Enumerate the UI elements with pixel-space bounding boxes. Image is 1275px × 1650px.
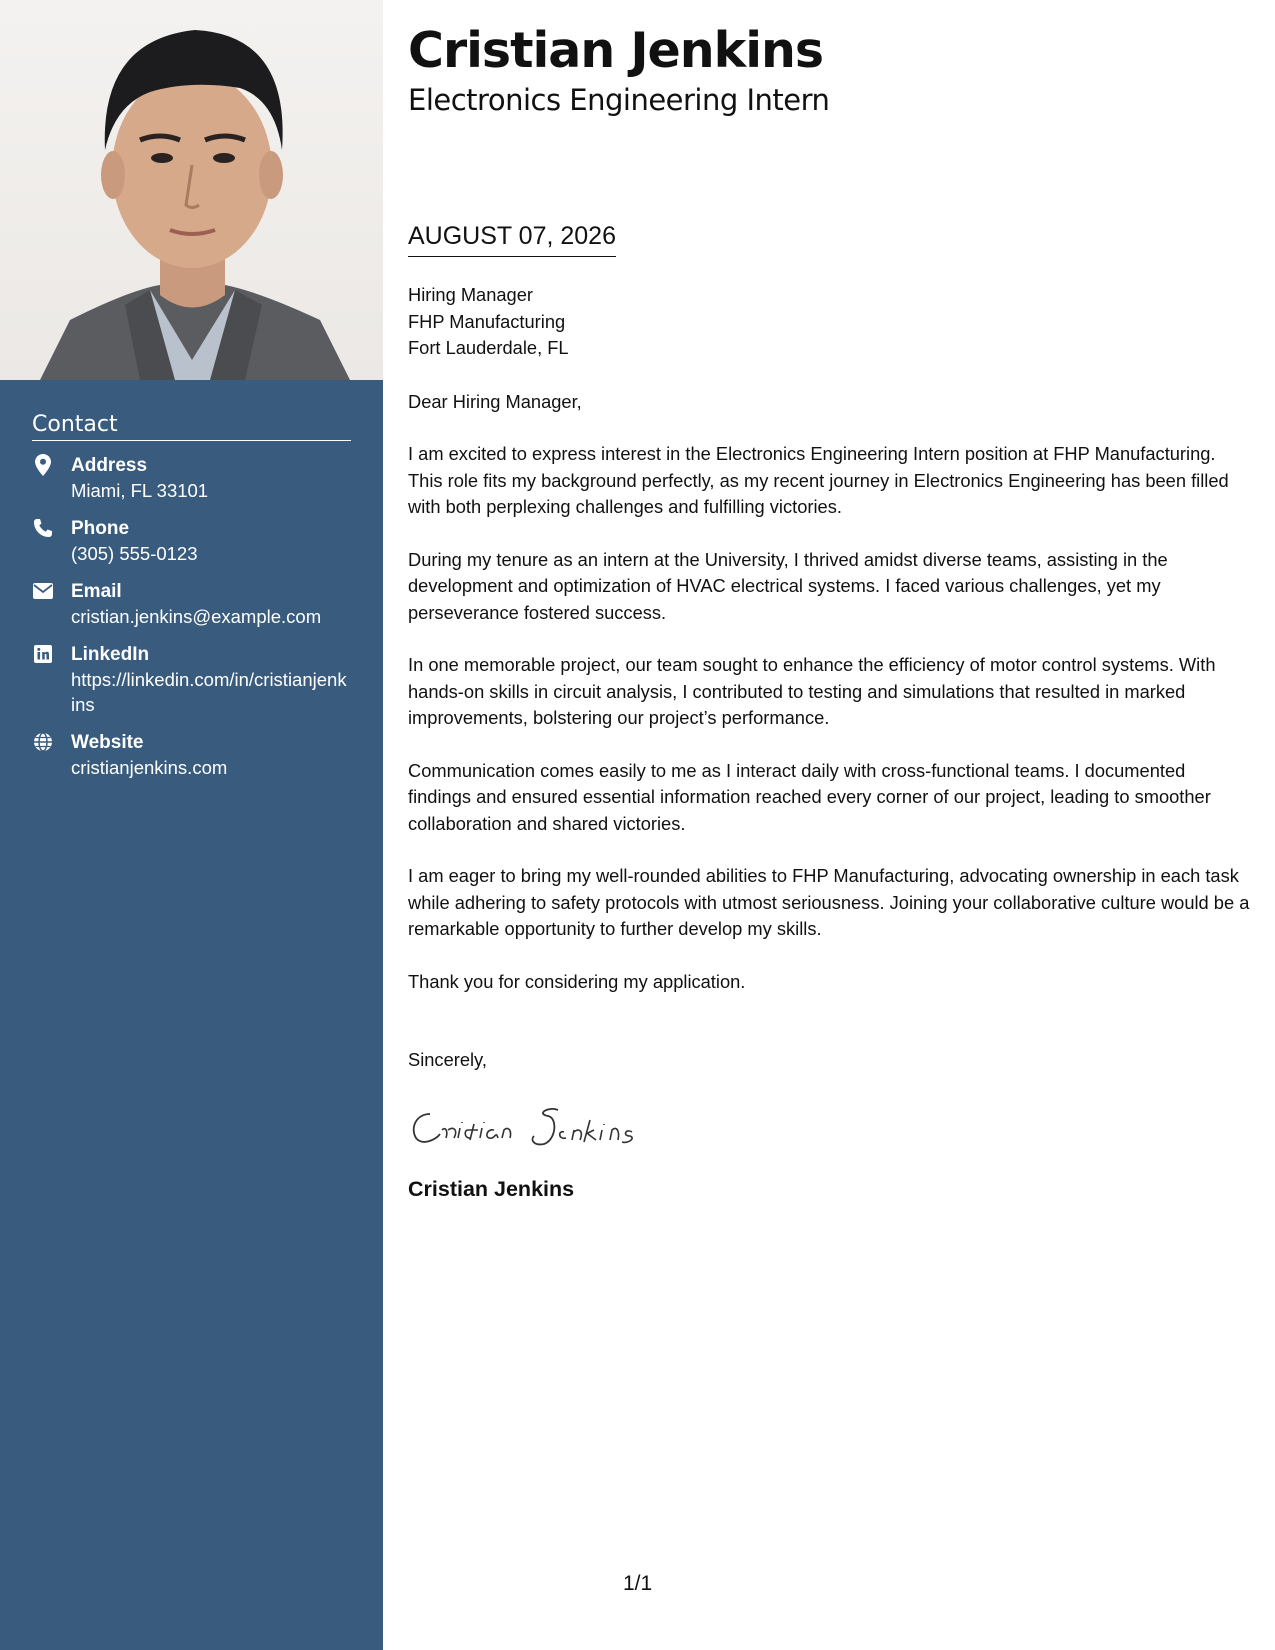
letter-paragraph: Communication comes easily to me as I interact daily with cross-functional teams. I documented findings and ensured essential information reached every corner of our project, leading to smoother collaboration and shared victories. [408, 759, 1211, 834]
address-label: Address [71, 455, 148, 476]
contact-address [32, 453, 351, 503]
letter-paragraph: I am excited to express interest in the Electronics Engineering Intern position at FHP Manufacturing. This role fits my background perfectly, as my recent journey in Electronics Engineering has been filled with both perplexing challenges and fulfilling victories. [408, 443, 1229, 517]
contact-section [32, 412, 351, 793]
phone-value: (305) 555-0123 [71, 543, 198, 564]
contact-heading: Contact [32, 412, 351, 441]
letter-paragraph: I am eager to bring my well-rounded abilities to FHP Manufacturing, advocating ownership in each task while adhering to safety protocols with utmost seriousness. Joining your collaborative culture would be a remarkable opportunity to further develop my skills. [408, 865, 1250, 939]
contact-email [32, 579, 351, 629]
profile-photo [0, 0, 383, 380]
letter-paragraph: Thank you for considering my application. [408, 970, 746, 992]
handwritten-signature [408, 1100, 1253, 1150]
contact-website [32, 730, 351, 780]
salutation: Dear Hiring Manager, [408, 390, 582, 412]
envelope-icon [32, 580, 54, 602]
letter-paragraph: During my tenure as an intern at the University, I thrived amidst diverse teams, assisting in the development and optimization of HVAC electrical systems. I faced various challenges, yet my perseverance fostered success. [408, 548, 1168, 623]
recipient-title: Hiring Manager [408, 284, 533, 305]
linkedin-value[interactable]: https://linkedin.com/in/cristianjenkins [71, 669, 347, 715]
contact-linkedin [32, 642, 351, 717]
page-number: 1/1 [623, 1572, 653, 1595]
phone-icon [32, 517, 54, 539]
email-label: Email [71, 581, 122, 602]
linkedin-icon [32, 643, 54, 665]
website-label: Website [71, 732, 144, 753]
sidebar [0, 0, 383, 1650]
globe-icon [32, 731, 54, 753]
letter-date: AUGUST 07, 2026 [408, 222, 616, 257]
recipient-company: FHP Manufacturing [408, 310, 566, 332]
closing: Sincerely, [408, 1049, 487, 1070]
letter-body [408, 282, 1253, 1202]
signed-name: Cristian Jenkins [408, 1176, 575, 1201]
address-value: Miami, FL 33101 [71, 480, 209, 501]
recipient-location: Fort Lauderdale, FL [408, 337, 569, 358]
phone-label: Phone [71, 518, 130, 539]
applicant-name: Cristian Jenkins [408, 22, 824, 79]
letter-paragraph: In one memorable project, our team sought to enhance the efficiency of motor control systems. With hands-on skills in circuit analysis, I contributed to testing and simulations that resulted in marked improvements, bolstering our project’s performance. [408, 654, 1216, 728]
contact-phone [32, 516, 351, 566]
email-value[interactable]: cristian.jenkins@example.com [71, 606, 322, 627]
location-pin-icon [32, 454, 54, 476]
recipient-block [408, 282, 1253, 362]
linkedin-label: LinkedIn [71, 644, 150, 665]
applicant-role: Electronics Engineering Intern [408, 83, 830, 117]
website-value[interactable]: cristianjenkins.com [71, 757, 228, 778]
